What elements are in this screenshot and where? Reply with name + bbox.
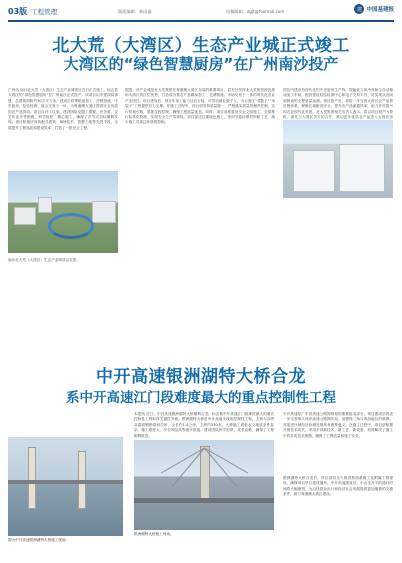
factory-buildings-photo [283, 120, 393, 198]
article1-photo-caption: 南沙北大荒（大湾区）生态产业城项目实景。 [8, 258, 80, 262]
article1-headline: 北大荒（大湾区）生态产业城正式竣工 [52, 36, 350, 56]
article2-headline: 中开高速银洲湖特大桥合龙 [96, 367, 306, 387]
bridge-construction-photo [8, 437, 123, 536]
submission-email[interactable]: 投稿邮箱：zgjt@foxmail.com [226, 9, 285, 14]
article2-subheadline: 系中开高速江门段难度最大的重点控制性工程 [66, 390, 336, 406]
article1-column-1: 广州讯 南沙北大荒（大湾区）生态产业城项目近日正式竣工，标志着大湾区的“绿色智慧厨房”在广州南沙正式投产。该项目由中建四局承建，总建筑面积约30万平方米，建成后将集粮油加工、冷链物流、中央厨房、检验检测、展示交易于一体，为粤港澳大湾区提供安全优质的农产品供给。项目自开工以来，建设团队克服工期紧、任务重、交叉作业多等困难，科学组织、精心施工，确保了各节点目标顺利实现。项目积极应用装配式建筑、BIM技术、智慧工地等先进手段，全面提升工程品质和建设效率，打造了一批亮点工程。 [8, 88, 118, 130]
article2-photo-caption-left: 图为中开高速银洲湖特大桥施工现场。 [8, 538, 70, 542]
industrial-park-photo [8, 171, 118, 253]
editor-credit: 版面编辑：林国鋆 [118, 9, 152, 14]
logo-text: 中国基建报 [366, 7, 394, 13]
section-name: 工程管理 [31, 8, 58, 16]
article1-column-3-top: 园区内建设有现代化的中央厨房生产线、智能化立体冷库和全自动粮油加工车间，配套建设检验检测中心和电子交易平台，可实现从田间到餐桌的全程质量追溯。项目投产后，将进一步完善大湾区农产品供应链体系，保障区域粮食安全，提升农产品流通效率，助力乡村振兴和农业现代化发展。北大荒集团相关负责人表示，将以项目投产为契机，深化与大湾区各方的合作，推动更多优质农产品进入大湾区市 [283, 88, 393, 120]
article1-column-2: 据悉，该产业城是北大荒集团在粤港澳大湾区布局的重要项目，将充分发挥北大荒的资源优势和大湾区的区位优势，打造成为集农产品精深加工、仓储物流、市场交易于一体的现代化农业产业园区。项目建成后，预计年加工能力达百万吨，可带动就业数千人，为大湾区“菜篮子”“米袋子”工程提供有力支撑。在施工过程中，项目部坚持质量第一，严格落实质量管理责任制，实行样板引路，狠抓过程控制，确保工程质量优良。同时，项目高度重视安全文明施工，全面推行标准化管理，实现安全生产零事故。项目部还注重绿色施工，采用节能环保材料和工艺，减少施工对周边环境的影响。 [125, 88, 275, 125]
article2-column-1: 本报讯 近日，中开高速银洲湖特大桥顺利合龙，标志着中开高速江门段难度最大的重点控制性工程取得关键性突破。银洲湖特大桥是中开高速全线的控制性工程，主桥为双塔双索面钢箱梁斜拉桥，全长约1.4公里，主跨约530米。大桥施工面临水文地质条件复杂、施工难度大、安全风险高等诸多挑战，建设团队科学组织、攻坚克难，确保了工程顺利推进。 [134, 412, 274, 438]
page-number: 03版 [8, 7, 28, 16]
logo-icon: 建 [354, 4, 364, 14]
newspaper-logo [354, 4, 394, 14]
header-rule [8, 20, 394, 22]
article1-subheadline: 大湾区的“绿色智慧厨房”在广州南沙投产 [63, 55, 339, 73]
article2-photo-caption-right: 银洲湖特大桥施工现场。 [134, 532, 174, 536]
page-header [8, 6, 57, 17]
cable-stayed-bridge-photo [134, 440, 274, 530]
article2-column-3: 银洲湖特大桥合龙后，项目部将全力推进桥面系施工及附属工程建设，确保项目早日建成通车。中开高速建成后，中山至开平的通行时间将大幅缩短，为沿线群众出行和经济社会发展提供更加便捷的交通条件，助力粤港澳大湾区建设。 [283, 476, 393, 497]
article2-column-2: 中开高速是广东省高速公路网规划的重要组成部分，项目建成后将进一步完善珠江西岸高速公路网布局，加强珠三角与粤西地区的联系，对促进区域经济协调发展具有重要意义。在施工过程中，项目部积极开展技术攻关，采用多项新技术、新工艺、新设备，有效解决了施工中的各类技术难题，确保了工程质量和施工安全。 [283, 412, 393, 438]
